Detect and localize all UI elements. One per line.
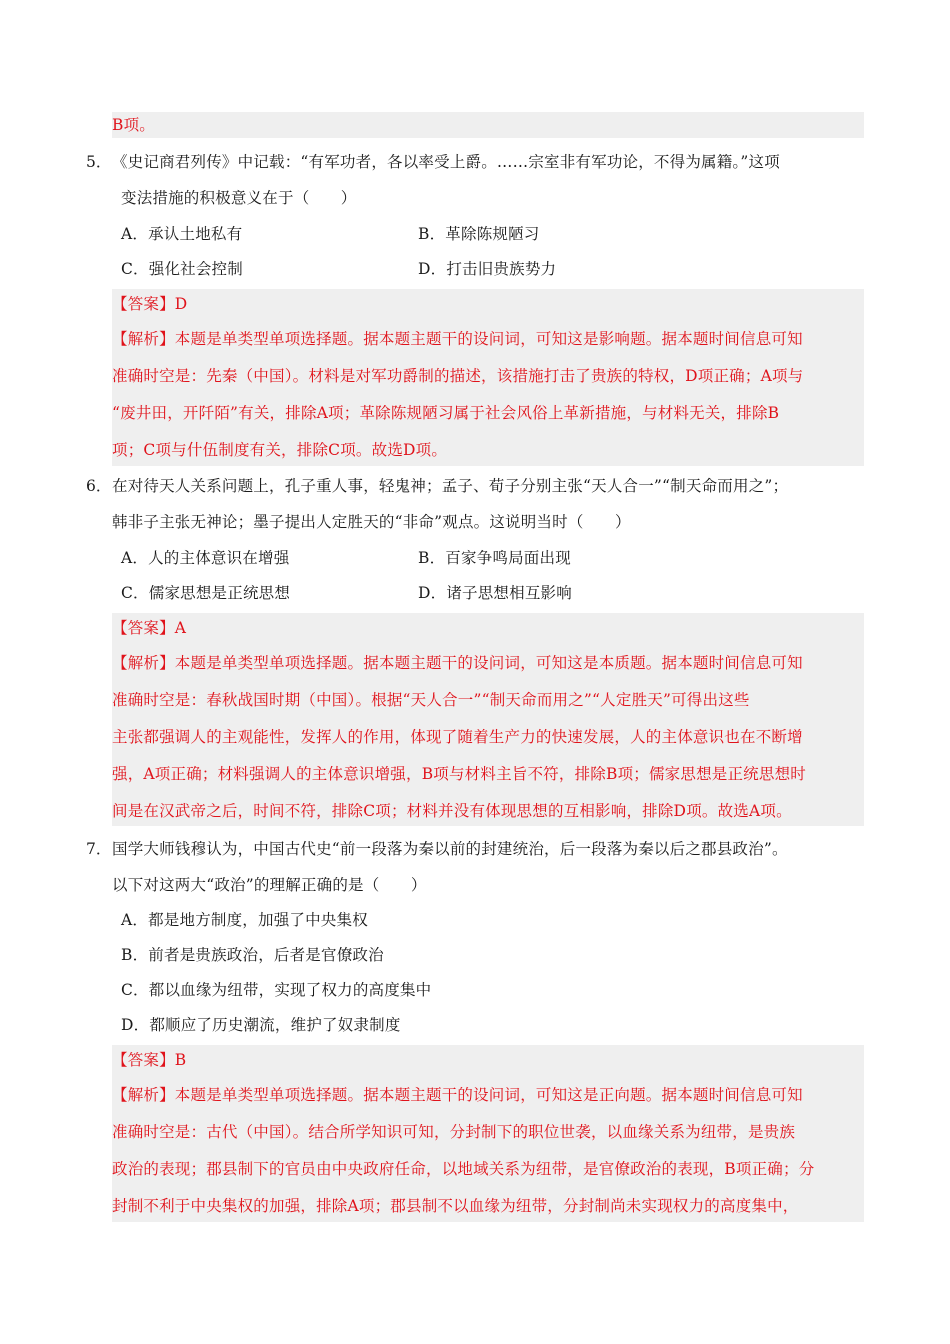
option-a: A．都是地方制度，加强了中央集权 [121, 911, 368, 929]
option-d: D．打击旧贵族势力 [418, 260, 557, 278]
question-stem: 变法措施的积极意义在于（ ） [121, 189, 357, 207]
option-d: D．诸子思想相互影响 [418, 584, 572, 602]
answer-label: 【答案】A [112, 619, 187, 637]
option-d: D．都顺应了历史潮流，维护了奴隶制度 [121, 1016, 401, 1034]
analysis-line: 主张都强调人的主观能性，发挥人的作用，体现了随着生产力的快速发展，人的主体意识也在不断增 [112, 728, 803, 746]
analysis-line: 间是在汉武帝之后，时间不符，排除C项；材料并没有体现思想的互相影响，排除D项。故选A项。 [112, 802, 792, 820]
analysis-tail: B项。 [112, 116, 155, 134]
answer-label: 【答案】B [112, 1051, 187, 1069]
analysis-line: 准确时空是：古代（中国）。结合所学知识可知，分封制下的职位世袭，以血缘关系为纽带，是贵族 [112, 1123, 796, 1141]
question-stem: 以下对这两大“政治”的理解正确的是（ ） [112, 876, 427, 894]
option-c: C．儒家思想是正统思想 [121, 584, 291, 602]
analysis-line: 项；C项与什伍制度有关，排除C项。故选D项。 [112, 441, 448, 459]
analysis-line: 【解析】本题是单类型单项选择题。据本题主题干的设问词，可知这是影响题。据本题时间信息可知 [112, 330, 803, 348]
analysis-line: 【解析】本题是单类型单项选择题。据本题主题干的设问词，可知这是正向题。据本题时间信息可知 [112, 1086, 803, 1104]
question-number: 7． [86, 840, 112, 858]
analysis-line: 准确时空是：春秋战国时期（中国）。根据“天人合一”“制天命而用之”“人定胜天”可得出这些 [112, 691, 750, 709]
option-a: A．承认土地私有 [121, 225, 243, 243]
analysis-line: 【解析】本题是单类型单项选择题。据本题主题干的设问词，可知这是本质题。据本题时间信息可知 [112, 654, 803, 672]
analysis-line: 封制不利于中央集权的加强，排除A项；郡县制不以血缘为纽带，分封制尚未实现权力的高度集中， [112, 1197, 799, 1215]
analysis-line: 准确时空是：先秦（中国）。材料是对军功爵制的描述，该措施打击了贵族的特权，D项正确；A项与 [112, 367, 804, 385]
question-number: 6． [86, 477, 112, 495]
question-stem: 《史记商君列传》中记载：“有军功者，各以率受上爵。……宗室非有军功论，不得为属籍。”这项 [112, 153, 780, 171]
question-number: 5． [86, 153, 112, 171]
question-stem: 国学大师钱穆认为，中国古代史“前一段落为秦以前的封建统治，后一段落为秦以后之郡县政治”。 [112, 840, 788, 858]
option-b: B．前者是贵族政治，后者是官僚政治 [121, 946, 384, 964]
option-c: C．都以血缘为纽带，实现了权力的高度集中 [121, 981, 432, 999]
analysis-line: 强，A项正确；材料强调人的主体意识增强，B项与材料主旨不符，排除B项；儒家思想是正统思想时 [112, 765, 806, 783]
question-stem: 韩非子主张无神论；墨子提出人定胜天的“非命”观点。这说明当时（ ） [112, 513, 631, 531]
option-b: B．革除陈规陋习 [418, 225, 540, 243]
analysis-line: 政治的表现；郡县制下的官员由中央政府任命，以地域关系为纽带，是官僚政治的表现，B项正确；分 [112, 1160, 815, 1178]
analysis-line: “废井田，开阡陌”有关，排除A项；革除陈规陋习属于社会风俗上革新措施，与材料无关，排除B [112, 404, 780, 422]
option-c: C．强化社会控制 [121, 260, 243, 278]
option-b: B．百家争鸣局面出现 [418, 549, 571, 567]
analysis-box [112, 613, 864, 826]
question-stem: 在对待天人关系问题上，孔子重人事，轻鬼神；孟子、荀子分别主张“天人合一”“制天命而用之”； [112, 477, 789, 495]
answer-label: 【答案】D [112, 295, 188, 313]
option-a: A．人的主体意识在增强 [121, 549, 290, 567]
analysis-box [112, 112, 864, 138]
